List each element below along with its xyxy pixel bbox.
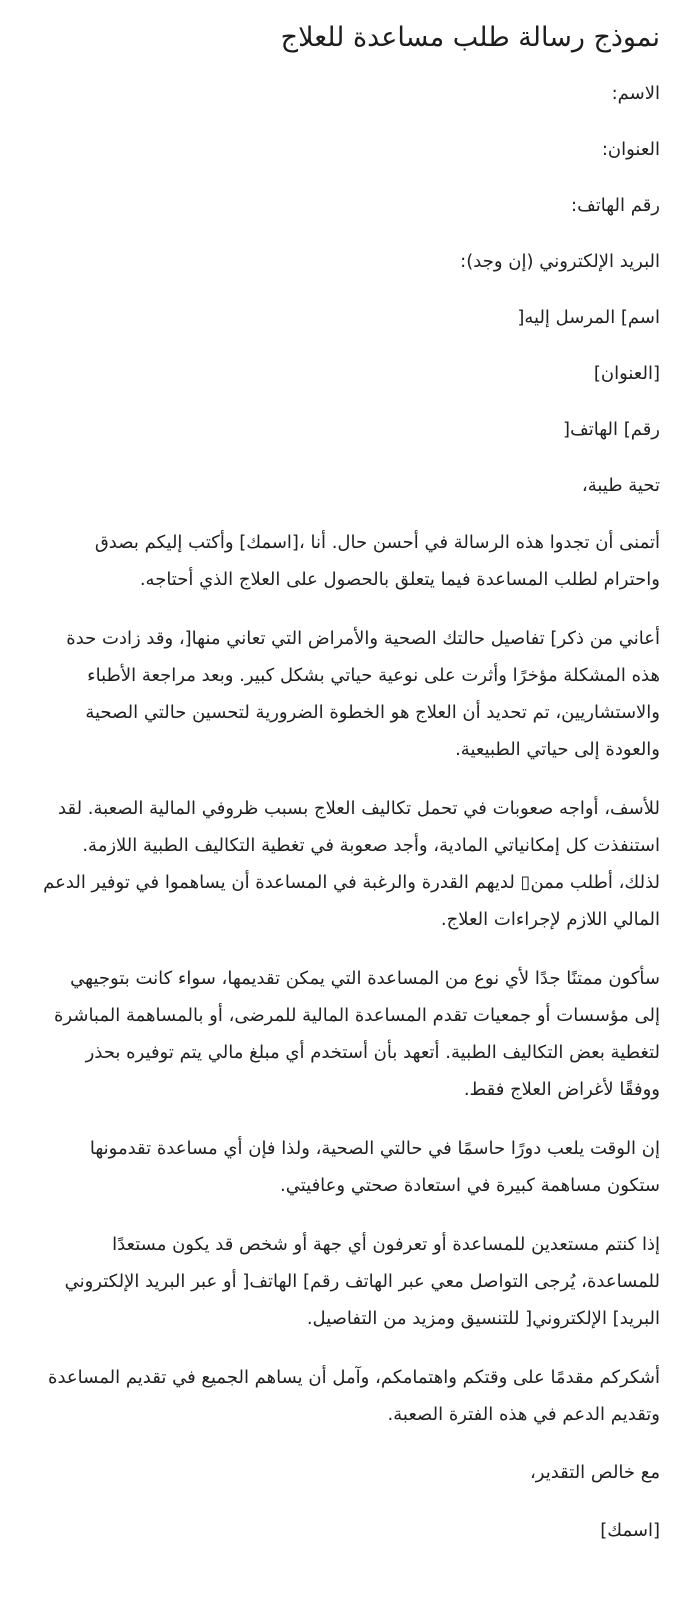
field-recipient-address-placeholder: [العنوان] [593,363,660,385]
field-sender-email: البريد الإلكتروني (إن وجد): [460,251,660,273]
paragraph-introduction: أتمنى أن تجدوا هذه الرسالة في أحسن حال. أنا ،[اسمك] وأكتب إليكم بصدق واحترام لطلب المساعدة فيما يتعلق بالحصول على العلاج الذي أحتاجه. [94,532,660,591]
paragraph-thanks: أشكركم مقدمًا على وقتكم واهتمامكم، وآمل أن يساهم الجميع في تقديم المساعدة وتقديم الدعم في هذه الفترة الصعبة. [48,1367,660,1426]
field-sender-phone: رقم الهاتف: [571,195,660,217]
greeting-line: تحية طيبة، [581,475,660,497]
field-recipient-name-placeholder: اسم] المرسل إليه[ [517,307,660,329]
field-recipient-phone-placeholder: رقم] الهاتف[ [563,419,660,441]
paragraph-contact-info: إذا كنتم مستعدين للمساعدة أو تعرفون أي جهة أو شخص قد يكون مستعدًا للمساعدة، يُرجى التواصل معي عبر الهاتف رقم] الهاتف[ أو عبر البريد الإلكتروني البريد] الإلكتروني[ للتنسيق ومزيد من التفاصيل. [64,1234,660,1330]
signature-placeholder: [اسمك] [600,1520,660,1542]
page-title: نموذج رسالة طلب مساعدة للعلاج [280,22,660,53]
field-sender-address: العنوان: [601,139,660,161]
paragraph-financial-difficulty: للأسف، أواجه صعوبات في تحمل تكاليف العلاج بسبب ظروفي المالية الصعبة. لقد استنفذت كل إمكانياتي المادية، وأجد صعوبة في تغطية التكاليف الطبية اللازمة. لذلك، أطلب ممن▯ لديهم القدرة والرغبة في المساعدة أن يساهموا في توفير الدعم المالي اللازم لإجراءات العلاج. [43,798,660,931]
paragraph-urgency: إن الوقت يلعب دورًا حاسمًا في حالتي الصحية، ولذا فإن أي مساعدة تقدمونها ستكون مساهمة كبيرة في استعادة صحتي وعافيتي. [89,1138,660,1197]
paragraph-health-condition: أعاني من ذكر] تفاصيل حالتك الصحية والأمراض التي تعاني منها[، وقد زادت حدة هذه المشكلة مؤخرًا وأثرت على نوعية حياتي بشكل كبير. وبعد مراجعة الأطباء والاستشاريين، تم تحديد أن العلاج هو الخطوة الضرورية لتحسين حالتي الصحية والعودة إلى حياتي الطبيعية. [66,628,660,761]
field-sender-name: الاسم: [611,83,660,105]
paragraph-types-of-help: سأكون ممتنًا جدًا لأي نوع من المساعدة التي يمكن تقديمها، سواء كانت بتوجيهي إلى مؤسسات أو جمعيات تقدم المساعدة المالية للمرضى، أو بالمساهمة المباشرة لتغطية بعض التكاليف الطبية. أتعهد بأن أستخدم أي مبلغ مالي يتم توفيره بحذر ووفقًا لأغراض العلاج فقط. [54,968,660,1101]
closing-line: مع خالص التقدير، [529,1462,660,1484]
